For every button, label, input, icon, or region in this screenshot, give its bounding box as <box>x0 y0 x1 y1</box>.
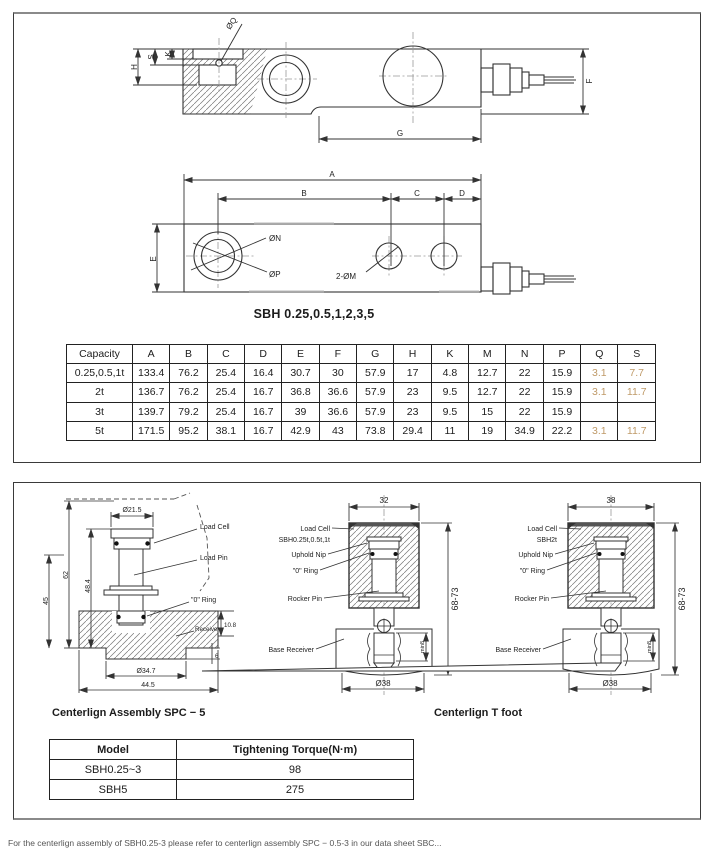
dim-label-a: A <box>329 170 335 179</box>
label-o-ring: "0" Ring <box>292 568 318 575</box>
dim-cell: 3.1 <box>581 421 618 440</box>
col-header: G <box>357 345 394 364</box>
dim-header-row <box>67 345 656 364</box>
dim-label-38: 38 <box>606 496 616 505</box>
label-uphold-nip: Uphold Nip <box>291 552 326 559</box>
panel-assembly-drawing <box>13 482 701 820</box>
dim-cell: 11.7 <box>618 421 656 440</box>
dim-label-32: 32 <box>379 496 389 505</box>
torque-cell: 275 <box>177 780 414 800</box>
torque-cell: SBH0.25~3 <box>50 760 177 780</box>
dim-cell: 17 <box>394 364 431 383</box>
dim-label-b: B <box>301 189 307 198</box>
dim-cell: 171.5 <box>133 421 170 440</box>
dim-cell: 136.7 <box>133 383 170 402</box>
col-header: D <box>245 345 282 364</box>
plan-view <box>149 170 576 294</box>
dim-label-e: E <box>149 256 158 262</box>
dim-cell: 9.5 <box>431 383 468 402</box>
label-base-receiver: Base Receiver <box>268 647 314 654</box>
dim-label-445: 44.5 <box>141 682 155 689</box>
label-load-cell: Load Cell <box>527 526 557 533</box>
dim-cell: 16.7 <box>245 421 282 440</box>
dim-cell: 76.2 <box>170 383 207 402</box>
dim-label-62: 62 <box>63 571 70 579</box>
dim-cell: 95.2 <box>170 421 207 440</box>
dim-cell <box>618 402 656 421</box>
dim-cell: 16.7 <box>245 383 282 402</box>
dimension-table <box>66 344 656 441</box>
dim-cell: 30.7 <box>282 364 319 383</box>
label-rocker-pin: Rocker Pin <box>514 596 549 603</box>
dim-cell: 15 <box>469 402 506 421</box>
dim-cell: 57.9 <box>357 383 394 402</box>
drawing-title: SBH 0.25,0.5,1,2,3,5 <box>253 307 375 321</box>
dim-cell: 0.25,0.5,1t <box>67 364 133 383</box>
dim-cell: 22.2 <box>543 421 580 440</box>
col-header: A <box>133 345 170 364</box>
dim-label-k: K <box>164 51 173 57</box>
dim-label-dia347: Ø34.7 <box>136 668 156 675</box>
dim-label-p: ØP <box>269 270 281 279</box>
caption-spc5: Centerlign Assembly SPC − 5 <box>52 707 206 719</box>
dim-cell: 36.8 <box>282 383 319 402</box>
dim-label-dia215: Ø21.5 <box>122 507 142 514</box>
dim-cell: 15.9 <box>543 364 580 383</box>
col-header: Capacity <box>67 345 133 364</box>
dim-cell: 4.8 <box>431 364 468 383</box>
torque-table <box>49 739 414 800</box>
dim-cell: 57.9 <box>357 364 394 383</box>
dim-cell: 25.4 <box>207 383 244 402</box>
dim-cell: 73.8 <box>357 421 394 440</box>
dim-label-min8: min8 <box>420 641 426 653</box>
footer-note: For the centerlign assembly of SBH0.25-3 please refer to centerlign assembly SPC − 0.5-3 in our data sheet SBC... <box>8 838 442 848</box>
label-o-ring: "0" Ring <box>519 568 545 575</box>
dim-cell: 36.6 <box>319 402 356 421</box>
assembly-drawings <box>14 483 700 703</box>
tfoot-small-drawing <box>268 495 460 695</box>
col-header: E <box>282 345 319 364</box>
dim-cell: 16.7 <box>245 402 282 421</box>
dim-cell: 139.7 <box>133 402 170 421</box>
cable-gland-side <box>481 64 576 95</box>
torque-cell: 98 <box>177 760 414 780</box>
dim-row <box>67 383 656 402</box>
col-header: Model <box>50 740 177 760</box>
dim-cell: 23 <box>394 383 431 402</box>
dim-label-dia38: Ø38 <box>375 679 391 688</box>
label-load-pin: Load Pin <box>200 555 228 562</box>
label-receiver: Receiver <box>195 626 220 633</box>
col-header: N <box>506 345 543 364</box>
dim-label-6873: 68-73 <box>677 587 687 611</box>
dim-cell: 3t <box>67 402 133 421</box>
cable-gland-plan <box>481 263 576 294</box>
dim-label-108: 10.8 <box>224 622 237 629</box>
dim-cell: 22 <box>506 402 543 421</box>
torque-row <box>50 780 414 800</box>
dim-cell: 19 <box>469 421 506 440</box>
dim-cell: 22 <box>506 383 543 402</box>
dim-label-c: C <box>414 189 420 198</box>
load-cell-drawing <box>14 14 700 344</box>
caption-tfoot: Centerlign T foot <box>434 707 522 719</box>
dim-label-2m: 2-ØM <box>336 272 356 281</box>
dim-label-q: ØQ <box>224 15 239 32</box>
label-base-receiver: Base Receiver <box>495 647 541 654</box>
label-rocker-pin: Rocker Pin <box>287 596 322 603</box>
dim-cell: 38.1 <box>207 421 244 440</box>
dim-cell: 43 <box>319 421 356 440</box>
dim-cell: 57.9 <box>357 402 394 421</box>
dim-cell: 12.7 <box>469 383 506 402</box>
dim-row <box>67 402 656 421</box>
dim-cell: 5t <box>67 421 133 440</box>
dim-cell: 12.7 <box>469 364 506 383</box>
label-o-ring: "0" Ring <box>191 597 217 604</box>
dim-label-g: G <box>396 129 404 138</box>
dim-cell: 16.4 <box>245 364 282 383</box>
dim-cell: 25.4 <box>207 402 244 421</box>
dim-cell: 15.9 <box>543 402 580 421</box>
dim-label-484: 48.4 <box>85 579 92 593</box>
dim-cell: 79.2 <box>170 402 207 421</box>
panel-dimension-drawing <box>13 12 701 463</box>
dim-cell: 7.7 <box>618 364 656 383</box>
dim-cell: 9.5 <box>431 402 468 421</box>
dim-cell: 30 <box>319 364 356 383</box>
dim-label-f: F <box>585 78 594 84</box>
dim-label-45: 45 <box>43 597 50 605</box>
col-header: S <box>618 345 656 364</box>
dim-row <box>67 421 656 440</box>
torque-row <box>50 760 414 780</box>
col-header: M <box>469 345 506 364</box>
dim-cell: 29.4 <box>394 421 431 440</box>
dim-label-min8: min8 <box>647 641 653 653</box>
col-header: K <box>431 345 468 364</box>
col-header: C <box>207 345 244 364</box>
dim-cell: 11 <box>431 421 468 440</box>
dim-cell: 25.4 <box>207 364 244 383</box>
dim-label-d: D <box>459 189 465 198</box>
dim-label-6873: 68-73 <box>450 587 460 611</box>
dim-cell: 34.9 <box>506 421 543 440</box>
dim-cell: 3.1 <box>581 364 618 383</box>
label-load-cell: Load Cell <box>200 524 230 531</box>
dim-label-dia38: Ø38 <box>602 679 618 688</box>
dim-cell: 36.6 <box>319 383 356 402</box>
dim-cell: 42.9 <box>282 421 319 440</box>
dim-cell: 39 <box>282 402 319 421</box>
spc5-assembly-drawing <box>43 493 237 693</box>
dim-cell: 133.4 <box>133 364 170 383</box>
dim-cell <box>581 402 618 421</box>
dim-label-6: 6 <box>215 653 219 660</box>
col-header: H <box>394 345 431 364</box>
dim-cell: 11.7 <box>618 383 656 402</box>
col-header: P <box>543 345 580 364</box>
col-header: F <box>319 345 356 364</box>
dim-cell: 2t <box>67 383 133 402</box>
torque-cell: SBH5 <box>50 780 177 800</box>
label-load-cell: Load Cell <box>300 526 330 533</box>
dim-cell: 15.9 <box>543 383 580 402</box>
torque-header-row <box>50 740 414 760</box>
col-header: Q <box>581 345 618 364</box>
label-load-cell-model: SBH0.25t,0.5t,1t <box>278 537 330 544</box>
label-load-cell-model: SBH2t <box>536 537 557 544</box>
side-view <box>130 16 594 143</box>
dim-cell: 3.1 <box>581 383 618 402</box>
label-uphold-nip: Uphold Nip <box>518 552 553 559</box>
col-header: B <box>170 345 207 364</box>
dim-cell: 22 <box>506 364 543 383</box>
dim-row <box>67 364 656 383</box>
dim-label-n: ØN <box>269 234 281 243</box>
dim-cell: 76.2 <box>170 364 207 383</box>
dim-label-s: S <box>147 54 156 60</box>
col-header: Tightening Torque(N·m) <box>177 740 414 760</box>
dim-label-h: H <box>130 64 139 70</box>
dim-cell: 23 <box>394 402 431 421</box>
tfoot-large-drawing <box>202 495 687 695</box>
